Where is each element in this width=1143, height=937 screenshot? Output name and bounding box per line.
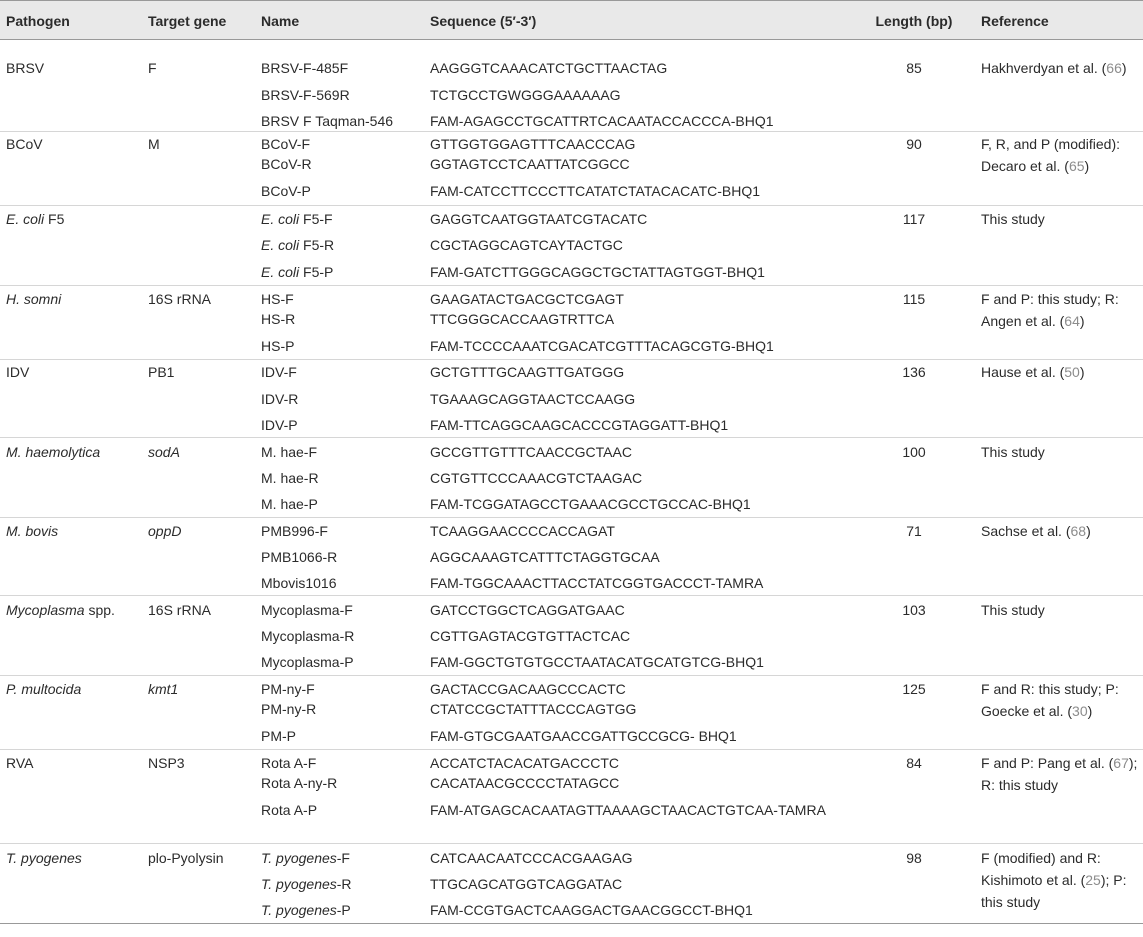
name-cell: Mbovis1016 xyxy=(261,575,337,591)
length-cell: 90 xyxy=(906,136,922,152)
header-reference: Reference xyxy=(981,13,1049,29)
sequence-cell: CATCAACAATCCCACGAAGAG xyxy=(430,850,633,866)
sequence-cell: CTATCCGCTATTTACCCAGTGG xyxy=(430,701,637,717)
name-cell: HS-F xyxy=(261,291,294,307)
name-cell: BRSV-F-569R xyxy=(261,87,350,103)
pathogen-italic: E. coli xyxy=(6,211,45,227)
reference-link[interactable]: 67 xyxy=(1113,755,1129,771)
reference-cell: This study xyxy=(981,602,1045,618)
reference-link[interactable]: 65 xyxy=(1068,158,1085,174)
reference-cell xyxy=(981,133,1141,177)
name-suffix: F5-P xyxy=(299,264,334,280)
reference-link[interactable]: 66 xyxy=(1106,60,1122,76)
sequence-cell: FAM-CCGTGACTCAAGGACTGAACGGCCT-BHQ1 xyxy=(430,902,753,918)
header-target-gene: Target gene xyxy=(148,13,227,29)
sequence-cell: AAGGGTCAAACATCTGCTTAACTAG xyxy=(430,60,668,76)
name-cell: IDV-R xyxy=(261,391,299,407)
table-group-rva xyxy=(0,750,1143,844)
name-cell: HS-R xyxy=(261,311,296,327)
sequence-cell: GATCCTGGCTCAGGATGAAC xyxy=(430,602,625,618)
reference-tail: ) xyxy=(1079,364,1085,380)
sequence-cell: TCAAGGAACCCCACCAGAT xyxy=(430,523,615,539)
sequence-cell: FAM-GTGCGAATGAACCGATTGCCGCG- BHQ1 xyxy=(430,728,737,744)
sequence-cell: CGTGTTCCCAAACGTCTAAGAC xyxy=(430,470,643,486)
name-cell: PMB996-F xyxy=(261,523,328,539)
reference-tail: ) xyxy=(1121,60,1127,76)
sequence-cell: ACCATCTACACATGACCCTC xyxy=(430,755,619,771)
reference-cell: This study xyxy=(981,211,1045,227)
pathogen-cell: P. multocida xyxy=(6,681,82,697)
header-name: Name xyxy=(261,13,300,29)
table-group-bcov xyxy=(0,132,1143,206)
gene-cell: kmt1 xyxy=(148,681,179,697)
sequence-cell: CACATAACGCCCCTATAGCC xyxy=(430,775,620,791)
reference-tail: ); R: this study xyxy=(981,755,1138,793)
name-italic: T. pyogenes xyxy=(261,902,337,918)
sequence-cell: FAM-TCGGATAGCCTGAAACGCCTGCCAC-BHQ1 xyxy=(430,496,751,512)
gene-cell: sodA xyxy=(148,444,180,460)
table-group-ecoli xyxy=(0,206,1143,286)
sequence-cell: TTGCAGCATGGTCAGGATAC xyxy=(430,876,623,892)
reference-tail: ); P: this study xyxy=(981,872,1127,910)
table-group-hsomni xyxy=(0,286,1143,360)
gene-cell: oppD xyxy=(148,523,182,539)
sequence-cell: GAGGTCAATGGTAATCGTACATC xyxy=(430,211,648,227)
reference-text: Sachse et al. ( xyxy=(981,523,1071,539)
reference-link[interactable]: 50 xyxy=(1064,364,1080,380)
pathogen-cell xyxy=(6,599,115,621)
name-cell xyxy=(261,847,350,869)
header-sequence: Sequence (5′-3′) xyxy=(430,13,537,29)
name-cell xyxy=(261,208,333,230)
reference-tail: ) xyxy=(1084,158,1090,174)
sequence-cell: GGTAGTCCTCAATTATCGGCC xyxy=(430,156,630,172)
name-cell: Rota A-F xyxy=(261,755,317,771)
sequence-cell: CGTTGAGTACGTGTTACTCAC xyxy=(430,628,631,644)
reference-cell xyxy=(981,361,1141,383)
name-suffix: F5-R xyxy=(299,237,335,253)
name-cell: PM-ny-R xyxy=(261,701,317,717)
name-cell: M. hae-F xyxy=(261,444,318,460)
sequence-cell: CGCTAGGCAGTCAYTACTGC xyxy=(430,237,623,253)
gene-cell: NSP3 xyxy=(148,755,185,771)
name-cell: Mycoplasma-P xyxy=(261,654,354,670)
gene-cell: F xyxy=(148,60,157,76)
reference-cell xyxy=(981,678,1141,722)
table-group-mbovis xyxy=(0,518,1143,596)
name-cell: BRSV F Taqman-546 xyxy=(261,113,394,129)
sequence-cell: TCTGCCTGWGGGAAAAAAG xyxy=(430,87,621,103)
length-cell: 115 xyxy=(902,291,926,307)
sequence-cell: FAM-AGAGCCTGCATTRTCACAATACCACCCA-BHQ1 xyxy=(430,113,774,129)
sequence-cell: TGAAAGCAGGTAACTCCAAGG xyxy=(430,391,636,407)
pathogen-suffix: spp. xyxy=(84,602,115,618)
name-cell: Mycoplasma-F xyxy=(261,602,353,618)
name-cell xyxy=(261,873,352,895)
sequence-cell: AGGCAAAGTCATTTCTAGGTGCAA xyxy=(430,549,660,565)
sequence-cell: FAM-GATCTTGGGCAGGCTGCTATTAGTGGT-BHQ1 xyxy=(430,264,765,280)
length-cell: 103 xyxy=(902,602,926,618)
reference-cell xyxy=(981,57,1141,79)
length-cell: 98 xyxy=(906,850,922,866)
reference-text: Hakhverdyan et al. ( xyxy=(981,60,1107,76)
name-cell xyxy=(261,234,334,256)
pathogen-cell: M. haemolytica xyxy=(6,444,101,460)
length-cell: 125 xyxy=(902,681,926,697)
name-cell xyxy=(261,261,333,283)
pathogen-cell: H. somni xyxy=(6,291,62,307)
name-cell xyxy=(261,899,351,921)
name-cell: M. hae-R xyxy=(261,470,319,486)
gene-cell: plo-Pyolysin xyxy=(148,850,224,866)
reference-tail: ) xyxy=(1086,523,1091,539)
reference-link[interactable]: 25 xyxy=(1085,872,1101,888)
length-cell: 84 xyxy=(906,755,922,771)
table-group-pmultocida xyxy=(0,676,1143,750)
header-pathogen: Pathogen xyxy=(6,13,70,29)
pathogen-cell: RVA xyxy=(6,755,34,771)
table-group-tpyogenes xyxy=(0,844,1143,924)
sequence-cell: FAM-CATCCTTCCCTTCATATCTATACACATC-BHQ1 xyxy=(430,183,761,199)
name-cell: PM-P xyxy=(261,728,296,744)
gene-cell: 16S rRNA xyxy=(148,291,212,307)
reference-cell: This study xyxy=(981,444,1045,460)
name-cell: Mycoplasma-R xyxy=(261,628,355,644)
table-group-brsv xyxy=(0,40,1143,132)
reference-tail: ) xyxy=(1087,703,1093,719)
name-cell: IDV-P xyxy=(261,417,298,433)
reference-tail: ) xyxy=(1079,313,1085,329)
name-cell: IDV-F xyxy=(261,364,297,380)
reference-text: F (modified) and R: Kishimoto et al. ( xyxy=(981,850,1101,888)
gene-cell: M xyxy=(148,136,160,152)
length-cell: 71 xyxy=(906,523,922,539)
name-cell: Rota A-P xyxy=(261,802,318,818)
sequence-cell: GAAGATACTGACGCTCGAGT xyxy=(430,291,624,307)
table-group-mycoplasma xyxy=(0,596,1143,676)
name-cell: BCoV-R xyxy=(261,156,312,172)
header-length: Length (bp) xyxy=(875,13,953,29)
name-cell: PM-ny-F xyxy=(261,681,315,697)
reference-link[interactable]: 68 xyxy=(1070,523,1087,539)
gene-cell: PB1 xyxy=(148,364,175,380)
sequence-cell: GCCGTTGTTTCAACCGCTAAC xyxy=(430,444,632,460)
pathogen-cell xyxy=(6,208,64,230)
sequence-cell: TTCGGGCACCAAGTRTTCA xyxy=(430,311,615,327)
name-italic: T. pyogenes xyxy=(261,876,337,892)
name-italic: E. coli xyxy=(261,264,300,280)
name-cell: PMB1066-R xyxy=(261,549,338,565)
name-cell: HS-P xyxy=(261,338,295,354)
reference-cell xyxy=(981,520,1141,542)
sequence-cell: GACTACCGACAAGCCCACTC xyxy=(430,681,626,697)
name-italic: E. coli xyxy=(261,211,300,227)
reference-cell xyxy=(981,847,1141,913)
sequence-cell: GTTGGTGGAGTTTCAACCCAG xyxy=(430,136,636,152)
name-suffix: -P xyxy=(336,902,351,918)
name-cell: M. hae-P xyxy=(261,496,318,512)
name-suffix: -R xyxy=(336,876,352,892)
reference-text: F and R: this study; P: Goecke et al. ( xyxy=(981,681,1119,719)
reference-link[interactable]: 30 xyxy=(1072,703,1088,719)
name-cell: BRSV-F-485F xyxy=(261,60,349,76)
reference-link[interactable]: 64 xyxy=(1064,313,1080,329)
sequence-cell: FAM-TTCAGGCAAGCACCCGTAGGATT-BHQ1 xyxy=(430,417,729,433)
name-suffix: F5-F xyxy=(299,211,333,227)
reference-text: F and P: this study; R: Angen et al. ( xyxy=(981,291,1119,329)
sequence-cell: FAM-TGGCAAACTTACCTATCGGTGACCCT-TAMRA xyxy=(430,575,764,591)
length-cell: 85 xyxy=(906,60,922,76)
table-group-mhaemolytica xyxy=(0,438,1143,518)
sequence-cell: GCTGTTTGCAAGTTGATGGG xyxy=(430,364,625,380)
sequence-cell: FAM-GGCTGTGTGCCTAATACATGCATGTCG-BHQ1 xyxy=(430,654,764,670)
pathogen-cell: M. bovis xyxy=(6,523,59,539)
pathogen-suffix: F5 xyxy=(44,211,65,227)
name-italic: T. pyogenes xyxy=(261,850,337,866)
table-header xyxy=(0,0,1143,40)
length-cell: 117 xyxy=(902,211,926,227)
name-cell: BCoV-F xyxy=(261,136,311,152)
pathogen-cell: BRSV xyxy=(6,60,45,76)
gene-cell: 16S rRNA xyxy=(148,602,212,618)
reference-text: Hause et al. ( xyxy=(981,364,1065,380)
length-cell: 136 xyxy=(902,364,926,380)
pathogen-cell: IDV xyxy=(6,364,30,380)
reference-cell xyxy=(981,288,1141,332)
name-cell: Rota A-ny-R xyxy=(261,775,338,791)
name-italic: E. coli xyxy=(261,237,300,253)
sequence-cell: FAM-TCCCCAAATCGACATCGTTTACAGCGTG-BHQ1 xyxy=(430,338,774,354)
pathogen-italic: Mycoplasma xyxy=(6,602,85,618)
reference-text: F and P: Pang et al. ( xyxy=(981,755,1114,771)
name-suffix: -F xyxy=(336,850,350,866)
name-cell: BCoV-P xyxy=(261,183,311,199)
table-group-idv xyxy=(0,360,1143,438)
reference-text: F, R, and P (modified): Decaro et al. ( xyxy=(981,136,1121,174)
reference-cell xyxy=(981,752,1141,796)
sequence-cell: FAM-ATGAGCACAATAGTTAAAAGCTAACACTGTCAA-TAMRA xyxy=(430,802,826,818)
length-cell: 100 xyxy=(902,444,926,460)
pathogen-cell: BCoV xyxy=(6,136,43,152)
pathogen-cell: T. pyogenes xyxy=(6,850,82,866)
